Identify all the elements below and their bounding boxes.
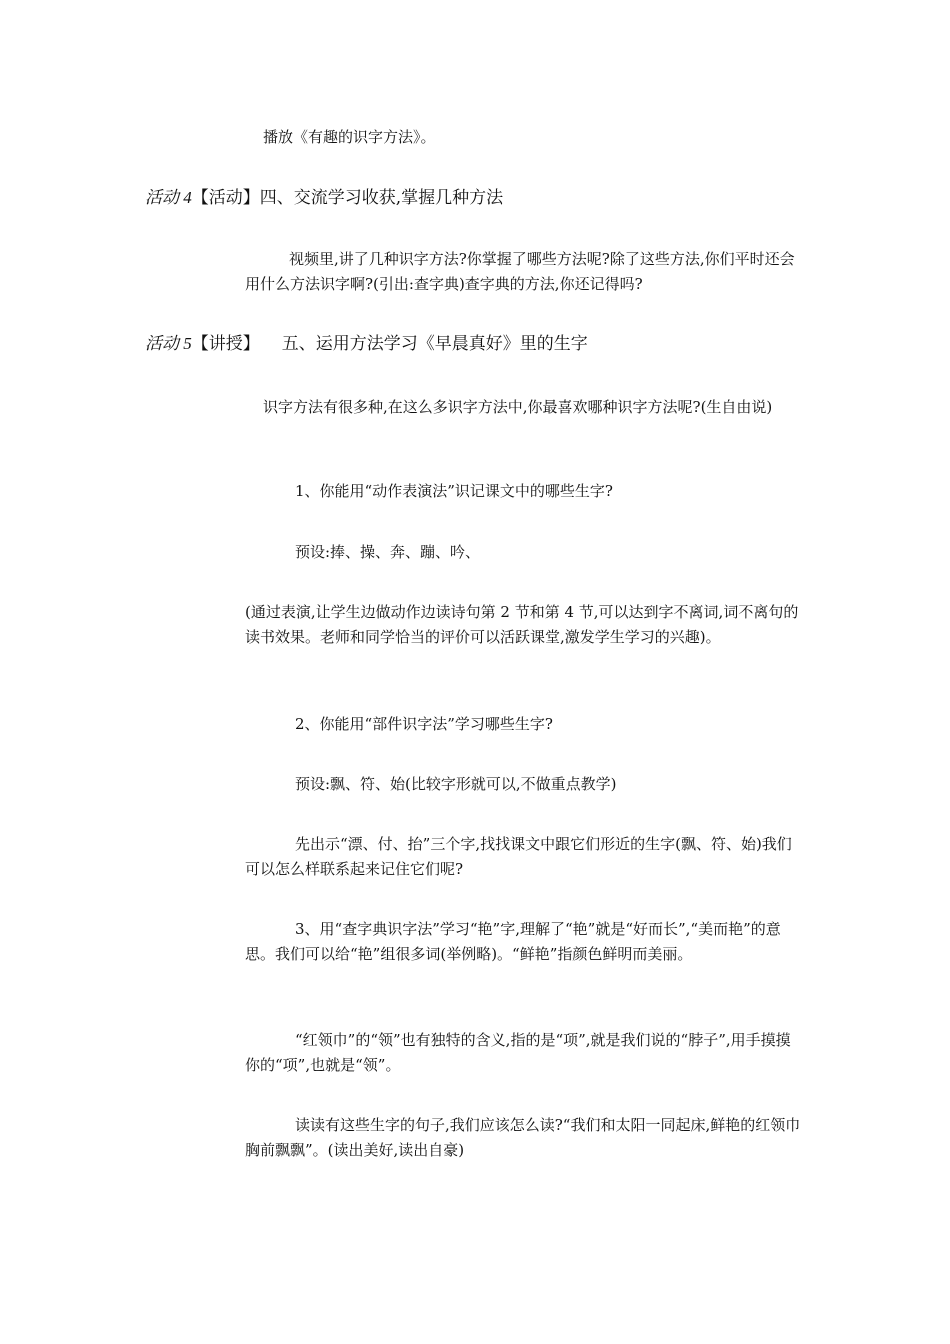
preset-2: 预设:飘、符、始(比较字形就可以,不做重点教学) — [295, 775, 617, 793]
activity-4-tag: 【活动】 — [191, 188, 260, 208]
activity-5-title: 五、运用方法学习《早晨真好》里的生字 — [281, 334, 588, 354]
play-video-line: 播放《有趣的识字方法》。 — [263, 128, 436, 146]
compare-paragraph: 先出示“漂、付、抬”三个字,找找课文中跟它们形近的生字(飘、符、始)我们可以怎么样联系起来记住它们呢? — [245, 835, 792, 878]
activity-4-title: 四、交流学习收获,掌握几种方法 — [259, 188, 504, 208]
question-1: 1、你能用“动作表演法”识记课文中的哪些生字? — [295, 482, 613, 500]
question-3: 3、用“查字典识字法”学习“艳”字,理解了“艳”就是“好而长”,“美而艳”的意思。我们可以给“艳”组很多词(举例略)。“鲜艳”指颜色鲜明而美丽。 — [245, 920, 781, 963]
preset-1: 预设:捧、操、奔、蹦、吟、 — [295, 543, 481, 561]
ling-paragraph: “红领巾”的“领”也有独特的含义,指的是“项”,就是我们说的“脖子”,用手摸摸你的“项”,也就是“领”。 — [245, 1031, 791, 1074]
reading-paragraph: 读读有这些生字的句子,我们应该怎么读?“我们和太阳一同起床,鲜艳的红领巾胸前飘飘”。(读出美好,读出自豪) — [245, 1116, 801, 1159]
activity-5-tag: 【讲授】 — [191, 334, 260, 354]
question-2: 2、你能用“部件识字法”学习哪些生字? — [295, 715, 553, 733]
activity-5-heading — [145, 332, 588, 356]
perform-paragraph: (通过表演,让学生边做动作边读诗句第 2 节和第 4 节,可以达到字不离词,词不离句的读书效果。老师和同学恰当的评价可以活跃课堂,激发学生学习的兴趣)。 — [245, 603, 799, 646]
video-question-paragraph: 视频里,讲了几种识字方法?你掌握了哪些方法呢?除了这些方法,你们平时还会用什么方法识字啊?(引出:查字典)查字典的方法,你还记得吗? — [245, 250, 795, 293]
activity-4-heading — [145, 186, 503, 210]
activity-4-label: 活动 4 — [145, 188, 192, 207]
activity-5-label: 活动 5 — [145, 334, 192, 353]
methods-paragraph: 识字方法有很多种,在这么多识字方法中,你最喜欢哪种识字方法呢?(生自由说) — [263, 398, 773, 416]
